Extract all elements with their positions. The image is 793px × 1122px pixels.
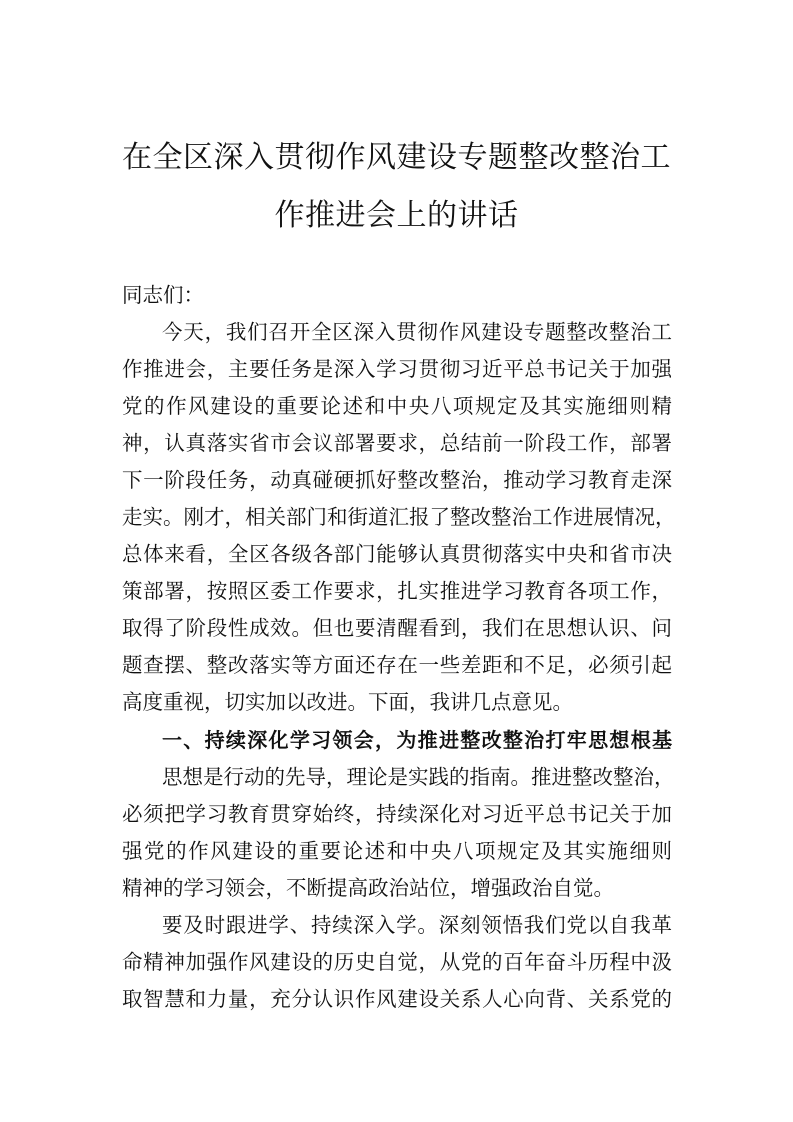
paragraph-3-line: 要及时跟进学、持续深入学。深刻领悟我们党以自我革 (162, 913, 672, 937)
salutation: 同志们： (122, 283, 204, 307)
paragraph-1-line: 党的作风建设的重要论述和中央八项规定及其实施细则精 (122, 394, 672, 418)
paragraph-1-line: 高度重视，切实加以改进。下面，我讲几点意见。 (122, 690, 573, 714)
paragraph-1-line: 走实。刚才，相关部门和街道汇报了整改整治工作进展情况， (122, 505, 676, 529)
paragraph-1-line: 下一阶段任务，动真碰硬抓好整改整治，推动学习教育走深 (122, 468, 672, 492)
paragraph-2-line: 精神的学习领会，不断提高政治站位，增强政治自觉。 (122, 876, 614, 900)
paragraph-1-line: 策部署，按照区委工作要求，扎实推进学习教育各项工作， (122, 579, 672, 603)
paragraph-3-line: 命精神加强作风建设的历史自觉，从党的百年奋斗历程中汲 (122, 950, 672, 974)
paragraph-1-line: 题查摆、整改落实等方面还存在一些差距和不足，必须引起 (122, 653, 672, 677)
paragraph-2-line: 强党的作风建设的重要论述和中央八项规定及其实施细则 (122, 839, 672, 863)
paragraph-1-line: 今天，我们召开全区深入贯彻作风建设专题整改整治工 (162, 320, 672, 344)
document-title-line-2: 作推进会上的讲话 (274, 198, 519, 233)
document-title-line-1: 在全区深入贯彻作风建设专题整改整治工 (122, 140, 671, 175)
paragraph-2-line: 必须把学习教育贯穿始终，持续深化对习近平总书记关于加 (122, 802, 672, 826)
paragraph-1-line: 神，认真落实省市会议部署要求，总结前一阶段工作，部署 (122, 431, 672, 455)
section-heading-1: 一、持续深化学习领会，为推进整改整治打牢思想根基 (162, 728, 672, 752)
paragraph-1-line: 取得了阶段性成效。但也要清醒看到，我们在思想认识、问 (122, 616, 672, 640)
paragraph-3-line: 取智慧和力量，充分认识作风建设关系人心向背、关系党的 (122, 987, 672, 1011)
paragraph-1-line: 总体来看，全区各级各部门能够认真贯彻落实中央和省市决 (122, 542, 672, 566)
paragraph-1-line: 作推进会，主要任务是深入学习贯彻习近平总书记关于加强 (122, 357, 672, 381)
paragraph-2-line: 思想是行动的先导，理论是实践的指南。推进整改整治， (162, 765, 675, 789)
